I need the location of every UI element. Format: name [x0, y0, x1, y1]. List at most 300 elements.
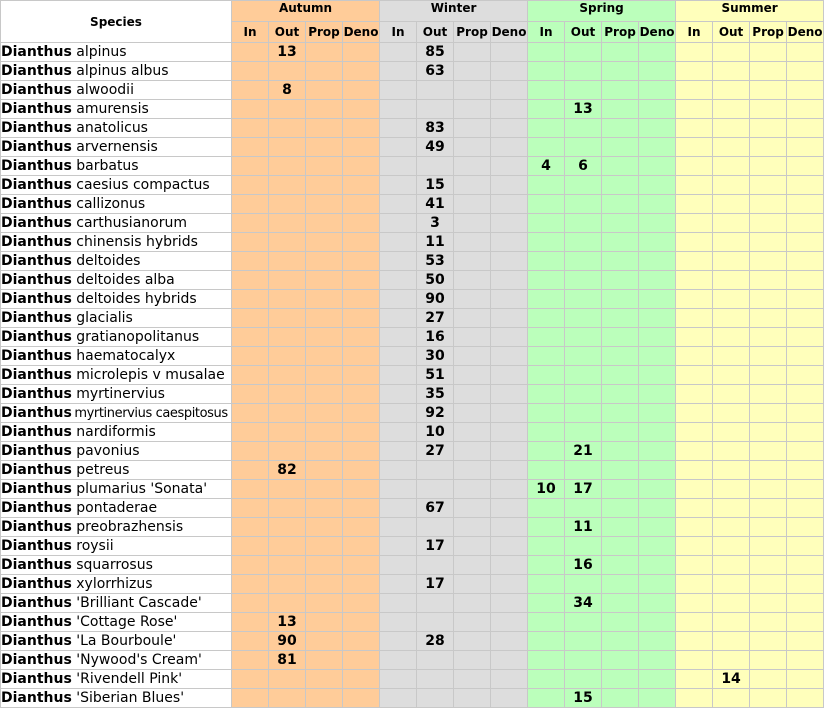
table-row	[1, 100, 824, 119]
cell-autumn-deno	[343, 537, 380, 556]
cell-spring-in	[528, 385, 565, 404]
species-name-cell	[1, 594, 232, 613]
cell-winter-out: 35	[417, 385, 454, 404]
cell-autumn-out	[269, 499, 306, 518]
cell-autumn-out: 13	[269, 613, 306, 632]
cell-winter-out: 53	[417, 252, 454, 271]
cell-autumn-in	[232, 670, 269, 689]
cell-winter-prop	[454, 43, 491, 62]
cell-autumn-deno	[343, 252, 380, 271]
cell-summer-out	[713, 233, 750, 252]
species-column-header: Species	[1, 1, 232, 43]
cell-spring-prop	[602, 290, 639, 309]
cell-spring-in	[528, 347, 565, 366]
species-epithet: microlepis v musalae	[76, 367, 225, 383]
cell-winter-in	[380, 347, 417, 366]
species-name-cell	[1, 309, 232, 328]
cell-spring-deno	[639, 271, 676, 290]
cell-summer-prop	[750, 594, 787, 613]
table-row	[1, 518, 824, 537]
species-name-cell	[1, 214, 232, 233]
season-header-spring: Spring	[528, 1, 676, 22]
cell-spring-out	[565, 366, 602, 385]
cell-autumn-deno	[343, 442, 380, 461]
cell-autumn-deno	[343, 100, 380, 119]
cell-autumn-prop	[306, 81, 343, 100]
cell-winter-deno	[491, 594, 528, 613]
cell-spring-deno	[639, 309, 676, 328]
cell-spring-prop	[602, 632, 639, 651]
cell-spring-in	[528, 252, 565, 271]
cell-autumn-in	[232, 556, 269, 575]
subcolumn-header-spring-deno: Deno	[639, 22, 676, 43]
cell-spring-prop	[602, 670, 639, 689]
cell-summer-in	[676, 632, 713, 651]
cell-autumn-out	[269, 252, 306, 271]
table-row	[1, 81, 824, 100]
cell-autumn-out: 8	[269, 81, 306, 100]
cell-winter-deno	[491, 195, 528, 214]
cell-winter-prop	[454, 404, 491, 423]
table-row	[1, 537, 824, 556]
cell-spring-out	[565, 176, 602, 195]
genus-name: Dianthus	[1, 462, 72, 478]
table-row	[1, 670, 824, 689]
cell-autumn-prop	[306, 423, 343, 442]
cell-summer-in	[676, 62, 713, 81]
cell-summer-prop	[750, 518, 787, 537]
cell-autumn-deno	[343, 575, 380, 594]
cell-summer-prop	[750, 271, 787, 290]
cell-summer-out	[713, 537, 750, 556]
cell-summer-out	[713, 442, 750, 461]
cell-autumn-in	[232, 214, 269, 233]
table-row	[1, 651, 824, 670]
season-header-winter: Winter	[380, 1, 528, 22]
cell-summer-in	[676, 651, 713, 670]
cell-winter-in	[380, 157, 417, 176]
cell-spring-out	[565, 309, 602, 328]
cell-autumn-deno	[343, 423, 380, 442]
cell-winter-deno	[491, 62, 528, 81]
cell-summer-in	[676, 423, 713, 442]
cell-spring-deno	[639, 499, 676, 518]
cell-autumn-out: 81	[269, 651, 306, 670]
cell-autumn-prop	[306, 252, 343, 271]
cell-spring-deno	[639, 347, 676, 366]
cell-summer-prop	[750, 176, 787, 195]
species-epithet: gratianopolitanus	[76, 329, 200, 345]
cell-spring-in	[528, 328, 565, 347]
cell-summer-deno	[787, 651, 824, 670]
cell-summer-in	[676, 613, 713, 632]
genus-name: Dianthus	[1, 348, 72, 364]
cell-summer-in	[676, 195, 713, 214]
cell-spring-in	[528, 556, 565, 575]
cell-summer-out	[713, 480, 750, 499]
cell-spring-prop	[602, 328, 639, 347]
species-epithet: barbatus	[76, 158, 139, 174]
cell-autumn-prop	[306, 328, 343, 347]
cell-winter-deno	[491, 100, 528, 119]
cell-spring-prop	[602, 195, 639, 214]
genus-name: Dianthus	[1, 519, 72, 535]
cell-summer-out	[713, 689, 750, 708]
cell-winter-out	[417, 594, 454, 613]
cell-summer-prop	[750, 157, 787, 176]
cell-winter-out	[417, 651, 454, 670]
cell-summer-out	[713, 214, 750, 233]
cell-autumn-out: 13	[269, 43, 306, 62]
species-epithet: roysii	[76, 538, 114, 554]
cell-autumn-deno	[343, 328, 380, 347]
species-name-cell	[1, 290, 232, 309]
cell-winter-prop	[454, 518, 491, 537]
table-row	[1, 290, 824, 309]
species-name-cell	[1, 233, 232, 252]
cell-summer-out	[713, 518, 750, 537]
cell-summer-in	[676, 499, 713, 518]
cell-autumn-out	[269, 575, 306, 594]
cell-summer-prop	[750, 347, 787, 366]
subcolumn-header-autumn-deno: Deno	[343, 22, 380, 43]
genus-name: Dianthus	[1, 196, 72, 212]
cell-summer-out	[713, 556, 750, 575]
cell-spring-in	[528, 613, 565, 632]
cell-spring-deno	[639, 404, 676, 423]
table-row	[1, 385, 824, 404]
cell-winter-out: 67	[417, 499, 454, 518]
species-name-cell	[1, 537, 232, 556]
genus-name: Dianthus	[1, 253, 72, 269]
cell-winter-in	[380, 43, 417, 62]
cell-autumn-out	[269, 556, 306, 575]
cell-winter-out	[417, 613, 454, 632]
cell-spring-in	[528, 195, 565, 214]
cell-autumn-deno	[343, 233, 380, 252]
cell-winter-out	[417, 81, 454, 100]
cell-summer-deno	[787, 176, 824, 195]
cell-summer-deno	[787, 613, 824, 632]
species-epithet: anatolicus	[76, 120, 148, 136]
genus-name: Dianthus	[1, 443, 72, 459]
cell-spring-prop	[602, 537, 639, 556]
table-row	[1, 157, 824, 176]
cell-summer-in	[676, 157, 713, 176]
cell-autumn-prop	[306, 290, 343, 309]
cell-spring-in	[528, 62, 565, 81]
cell-spring-out	[565, 670, 602, 689]
cell-summer-out	[713, 404, 750, 423]
cell-spring-in	[528, 537, 565, 556]
cell-summer-prop	[750, 423, 787, 442]
species-name-cell	[1, 461, 232, 480]
cell-winter-deno	[491, 689, 528, 708]
cell-summer-prop	[750, 385, 787, 404]
cell-spring-deno	[639, 176, 676, 195]
cell-winter-out: 63	[417, 62, 454, 81]
cell-summer-deno	[787, 271, 824, 290]
cell-autumn-out	[269, 518, 306, 537]
cell-autumn-prop	[306, 43, 343, 62]
cell-autumn-deno	[343, 366, 380, 385]
cell-summer-deno	[787, 461, 824, 480]
species-name-cell	[1, 632, 232, 651]
species-name-cell	[1, 252, 232, 271]
species-name-cell	[1, 689, 232, 708]
cell-winter-out: 30	[417, 347, 454, 366]
cell-summer-out: 14	[713, 670, 750, 689]
cell-summer-prop	[750, 138, 787, 157]
cell-summer-prop	[750, 214, 787, 233]
cell-spring-prop	[602, 81, 639, 100]
cell-summer-deno	[787, 195, 824, 214]
cell-autumn-in	[232, 290, 269, 309]
cell-spring-deno	[639, 119, 676, 138]
cell-winter-out: 17	[417, 537, 454, 556]
cell-spring-prop	[602, 480, 639, 499]
species-name-cell	[1, 43, 232, 62]
cell-winter-deno	[491, 461, 528, 480]
cell-winter-prop	[454, 613, 491, 632]
species-epithet: 'Siberian Blues'	[76, 690, 185, 706]
cell-autumn-out	[269, 309, 306, 328]
cell-summer-in	[676, 385, 713, 404]
cell-summer-prop	[750, 62, 787, 81]
cell-summer-out	[713, 176, 750, 195]
species-epithet: chinensis hybrids	[76, 234, 198, 250]
cell-spring-in	[528, 575, 565, 594]
cell-autumn-out	[269, 271, 306, 290]
cell-summer-in	[676, 404, 713, 423]
species-name-cell	[1, 100, 232, 119]
cell-spring-prop	[602, 613, 639, 632]
cell-spring-deno	[639, 252, 676, 271]
cell-autumn-out	[269, 214, 306, 233]
subcolumn-header-spring-prop: Prop	[602, 22, 639, 43]
cell-autumn-in	[232, 689, 269, 708]
cell-spring-in	[528, 290, 565, 309]
cell-autumn-in	[232, 195, 269, 214]
cell-winter-deno	[491, 518, 528, 537]
species-name-cell	[1, 556, 232, 575]
cell-spring-in	[528, 119, 565, 138]
cell-winter-prop	[454, 537, 491, 556]
cell-autumn-prop	[306, 594, 343, 613]
cell-summer-prop	[750, 537, 787, 556]
cell-spring-prop	[602, 309, 639, 328]
cell-summer-in	[676, 689, 713, 708]
cell-summer-in	[676, 442, 713, 461]
cell-summer-in	[676, 575, 713, 594]
genus-name: Dianthus	[1, 633, 72, 649]
cell-autumn-prop	[306, 176, 343, 195]
cell-spring-prop	[602, 138, 639, 157]
cell-spring-out	[565, 423, 602, 442]
cell-winter-deno	[491, 328, 528, 347]
cell-winter-deno	[491, 290, 528, 309]
genus-name: Dianthus	[1, 63, 72, 79]
cell-spring-out	[565, 385, 602, 404]
cell-winter-in	[380, 290, 417, 309]
cell-winter-out	[417, 670, 454, 689]
cell-summer-deno	[787, 366, 824, 385]
genus-name: Dianthus	[1, 424, 72, 440]
cell-winter-out	[417, 100, 454, 119]
cell-winter-out	[417, 518, 454, 537]
cell-autumn-deno	[343, 309, 380, 328]
table-row	[1, 252, 824, 271]
cell-spring-deno	[639, 613, 676, 632]
cell-spring-prop	[602, 271, 639, 290]
species-epithet: xylorrhizus	[76, 576, 153, 592]
species-epithet: callizonus	[76, 196, 146, 212]
cell-winter-deno	[491, 233, 528, 252]
cell-spring-in	[528, 138, 565, 157]
cell-winter-out: 17	[417, 575, 454, 594]
cell-summer-prop	[750, 81, 787, 100]
cell-spring-in	[528, 651, 565, 670]
cell-summer-deno	[787, 556, 824, 575]
cell-winter-prop	[454, 670, 491, 689]
cell-summer-in	[676, 214, 713, 233]
cell-winter-out	[417, 461, 454, 480]
cell-autumn-out	[269, 233, 306, 252]
cell-summer-prop	[750, 233, 787, 252]
cell-winter-prop	[454, 347, 491, 366]
genus-name: Dianthus	[1, 139, 72, 155]
table-row	[1, 404, 824, 423]
cell-spring-out: 6	[565, 157, 602, 176]
cell-summer-deno	[787, 309, 824, 328]
cell-winter-in	[380, 575, 417, 594]
cell-winter-deno	[491, 632, 528, 651]
cell-spring-deno	[639, 518, 676, 537]
cell-summer-in	[676, 480, 713, 499]
genus-name: Dianthus	[1, 557, 72, 573]
genus-name: Dianthus	[1, 614, 72, 630]
cell-winter-in	[380, 461, 417, 480]
cell-summer-deno	[787, 670, 824, 689]
cell-winter-out: 11	[417, 233, 454, 252]
cell-summer-prop	[750, 670, 787, 689]
cell-summer-prop	[750, 366, 787, 385]
cell-autumn-out	[269, 157, 306, 176]
cell-summer-out	[713, 385, 750, 404]
cell-winter-deno	[491, 575, 528, 594]
species-epithet: plumarius 'Sonata'	[76, 481, 208, 497]
cell-winter-prop	[454, 442, 491, 461]
cell-summer-deno	[787, 404, 824, 423]
cell-autumn-in	[232, 43, 269, 62]
genus-name: Dianthus	[1, 690, 72, 706]
species-name-cell	[1, 385, 232, 404]
cell-autumn-in	[232, 518, 269, 537]
cell-summer-out	[713, 157, 750, 176]
cell-spring-out	[565, 499, 602, 518]
cell-winter-out	[417, 480, 454, 499]
cell-autumn-prop	[306, 366, 343, 385]
cell-spring-in	[528, 423, 565, 442]
cell-spring-out	[565, 195, 602, 214]
cell-spring-in	[528, 214, 565, 233]
cell-spring-in	[528, 309, 565, 328]
cell-summer-deno	[787, 43, 824, 62]
cell-spring-in	[528, 689, 565, 708]
cell-autumn-prop	[306, 632, 343, 651]
cell-winter-out: 50	[417, 271, 454, 290]
species-name-cell	[1, 575, 232, 594]
cell-winter-out	[417, 689, 454, 708]
species-epithet: nardiformis	[76, 424, 156, 440]
cell-winter-prop	[454, 423, 491, 442]
cell-autumn-prop	[306, 404, 343, 423]
cell-winter-out: 3	[417, 214, 454, 233]
cell-spring-in	[528, 670, 565, 689]
subcolumn-header-summer-out: Out	[713, 22, 750, 43]
cell-autumn-deno	[343, 271, 380, 290]
cell-autumn-out	[269, 119, 306, 138]
cell-spring-prop	[602, 385, 639, 404]
cell-winter-prop	[454, 214, 491, 233]
cell-autumn-out	[269, 689, 306, 708]
cell-winter-out: 28	[417, 632, 454, 651]
cell-spring-prop	[602, 43, 639, 62]
cell-autumn-in	[232, 309, 269, 328]
cell-spring-prop	[602, 404, 639, 423]
cell-autumn-in	[232, 537, 269, 556]
genus-name: Dianthus	[1, 44, 72, 60]
cell-summer-prop	[750, 575, 787, 594]
genus-name: Dianthus	[1, 671, 72, 687]
cell-spring-out	[565, 271, 602, 290]
cell-summer-out	[713, 138, 750, 157]
cell-autumn-out	[269, 328, 306, 347]
cell-winter-prop	[454, 138, 491, 157]
cell-summer-prop	[750, 651, 787, 670]
cell-winter-deno	[491, 347, 528, 366]
cell-autumn-in	[232, 594, 269, 613]
cell-winter-in	[380, 271, 417, 290]
cell-winter-out: 16	[417, 328, 454, 347]
cell-spring-deno	[639, 480, 676, 499]
cell-winter-in	[380, 62, 417, 81]
cell-winter-prop	[454, 233, 491, 252]
cell-winter-deno	[491, 385, 528, 404]
cell-winter-prop	[454, 480, 491, 499]
cell-spring-deno	[639, 290, 676, 309]
cell-winter-prop	[454, 157, 491, 176]
genus-name: Dianthus	[1, 272, 72, 288]
table-row	[1, 442, 824, 461]
cell-autumn-in	[232, 366, 269, 385]
cell-summer-deno	[787, 119, 824, 138]
genus-name: Dianthus	[1, 652, 72, 668]
cell-winter-in	[380, 309, 417, 328]
genus-name: Dianthus	[1, 595, 72, 611]
table-row	[1, 309, 824, 328]
genus-name: Dianthus	[1, 500, 72, 516]
cell-autumn-deno	[343, 670, 380, 689]
cell-winter-deno	[491, 309, 528, 328]
cell-summer-out	[713, 575, 750, 594]
cell-autumn-prop	[306, 214, 343, 233]
subcolumn-header-winter-in: In	[380, 22, 417, 43]
cell-autumn-out	[269, 347, 306, 366]
cell-autumn-out	[269, 138, 306, 157]
cell-summer-deno	[787, 499, 824, 518]
cell-winter-prop	[454, 328, 491, 347]
